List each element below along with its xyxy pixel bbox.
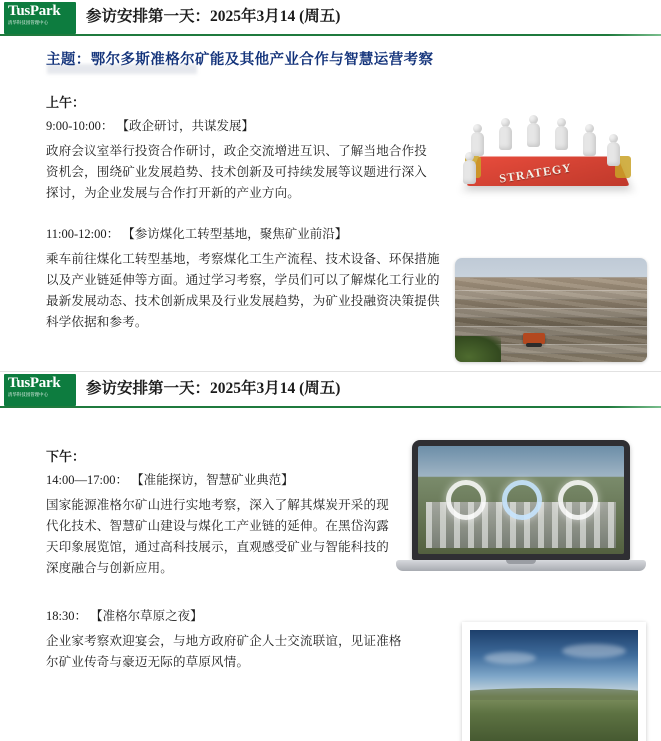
tuspark-logo bbox=[4, 374, 76, 406]
slide-2-title-date: 2025年3月14 (周五) bbox=[210, 380, 341, 397]
tuspark-logo bbox=[4, 2, 76, 34]
block-1-time-title: 9:00-10:00： 【政企研讨，共谋发展】 bbox=[46, 119, 254, 133]
slide-2-title-text: 参访安排第一天： bbox=[86, 380, 211, 397]
slide-1-block-2 bbox=[46, 224, 446, 333]
laptop-lid bbox=[412, 440, 630, 560]
boardroom-illustration bbox=[455, 108, 647, 216]
slide-1-title bbox=[86, 4, 340, 26]
mine-vegetation bbox=[455, 336, 501, 362]
slide-1-header bbox=[0, 0, 661, 36]
logo-sub-text: 清华科技园管理中心 bbox=[8, 392, 49, 397]
slide-2 bbox=[0, 371, 661, 741]
block-1-text: 国家能源准格尔矿山进行实地考察，深入了解其煤炭开采的现代化技术、智慧矿山建设与煤化工产业链的延伸。在黑岱沟露天印象展览馆，通过高科技展示，直观感受矿业与智能科技的深度融合与创新应用。 bbox=[46, 498, 389, 575]
topic-label: 主题： bbox=[46, 52, 91, 68]
slide-2-body bbox=[0, 408, 661, 741]
slide-1-section-label: 上午： bbox=[46, 95, 86, 110]
slide-1-topic bbox=[46, 48, 433, 69]
grassland-image-inner bbox=[470, 630, 638, 741]
block-2-time-title: 11:00-12:00： 【参访煤化工转型基地，聚焦矿业前沿】 bbox=[46, 227, 348, 241]
slide-2-title bbox=[86, 376, 340, 398]
laptop-notch bbox=[506, 560, 536, 564]
slide-2-section-label: 下午： bbox=[46, 449, 86, 464]
slide-2-block-1 bbox=[46, 470, 396, 579]
block-1-text: 政府会议室举行投资合作研讨，政企交流增进互识、了解当地合作投资机会，围绕矿业发展趋势、技术创新及可持续发展等议题进行深入探讨，为企业发展与合作打开新的产业方向。 bbox=[46, 144, 428, 200]
slide-1-title-text: 参访安排第一天： bbox=[86, 8, 211, 25]
block-2-time-title: 18:30： 【准格尔草原之夜】 bbox=[46, 609, 203, 623]
topic-text: 鄂尔多斯准格尔矿能及其他产业合作与智慧运营考察 bbox=[90, 52, 434, 68]
slide-1-body bbox=[0, 36, 661, 371]
logo-main-text: TusPark bbox=[8, 375, 61, 391]
figure-shape bbox=[583, 124, 596, 158]
open-pit-mine-photo bbox=[455, 258, 647, 362]
strategy-label: STRATEGY bbox=[498, 160, 573, 186]
figure-shape bbox=[499, 118, 512, 152]
logo-main-text: TusPark bbox=[8, 3, 61, 19]
slide-2-block-2 bbox=[46, 606, 406, 673]
block-2-text: 乘车前往煤化工转型基地，考察煤化工生产流程、技术设备、环保措施以及产业链延伸等方面。通过学习考察，学员们可以了解煤化工行业的最新发展动态、技术创新成果及行业发展趋势，为矿业投融资决策提供科学依据和参考。 bbox=[46, 252, 440, 329]
block-2-text: 企业家考察欢迎宴会，与地方政府矿企人士交流联谊，见证准格尔矿业传奇与豪迈无际的草原风情。 bbox=[46, 634, 402, 669]
slide-2-header bbox=[0, 372, 661, 408]
mining-truck-shape bbox=[523, 333, 545, 344]
slide-1-title-date: 2025年3月14 (周五) bbox=[210, 8, 341, 25]
logo-sub-text: 清华科技园管理中心 bbox=[8, 20, 49, 25]
figure-shape bbox=[527, 115, 540, 149]
figure-shape bbox=[607, 134, 620, 168]
figure-shape bbox=[463, 152, 476, 186]
grassland-photo bbox=[462, 622, 646, 741]
figure-shape bbox=[555, 118, 568, 152]
laptop-screen bbox=[418, 446, 624, 554]
slide-1-block-1 bbox=[46, 116, 436, 204]
block-1-time-title: 14:00—17:00： 【准能探访，智慧矿业典范】 bbox=[46, 473, 294, 487]
smart-mine-laptop-image bbox=[396, 436, 646, 586]
